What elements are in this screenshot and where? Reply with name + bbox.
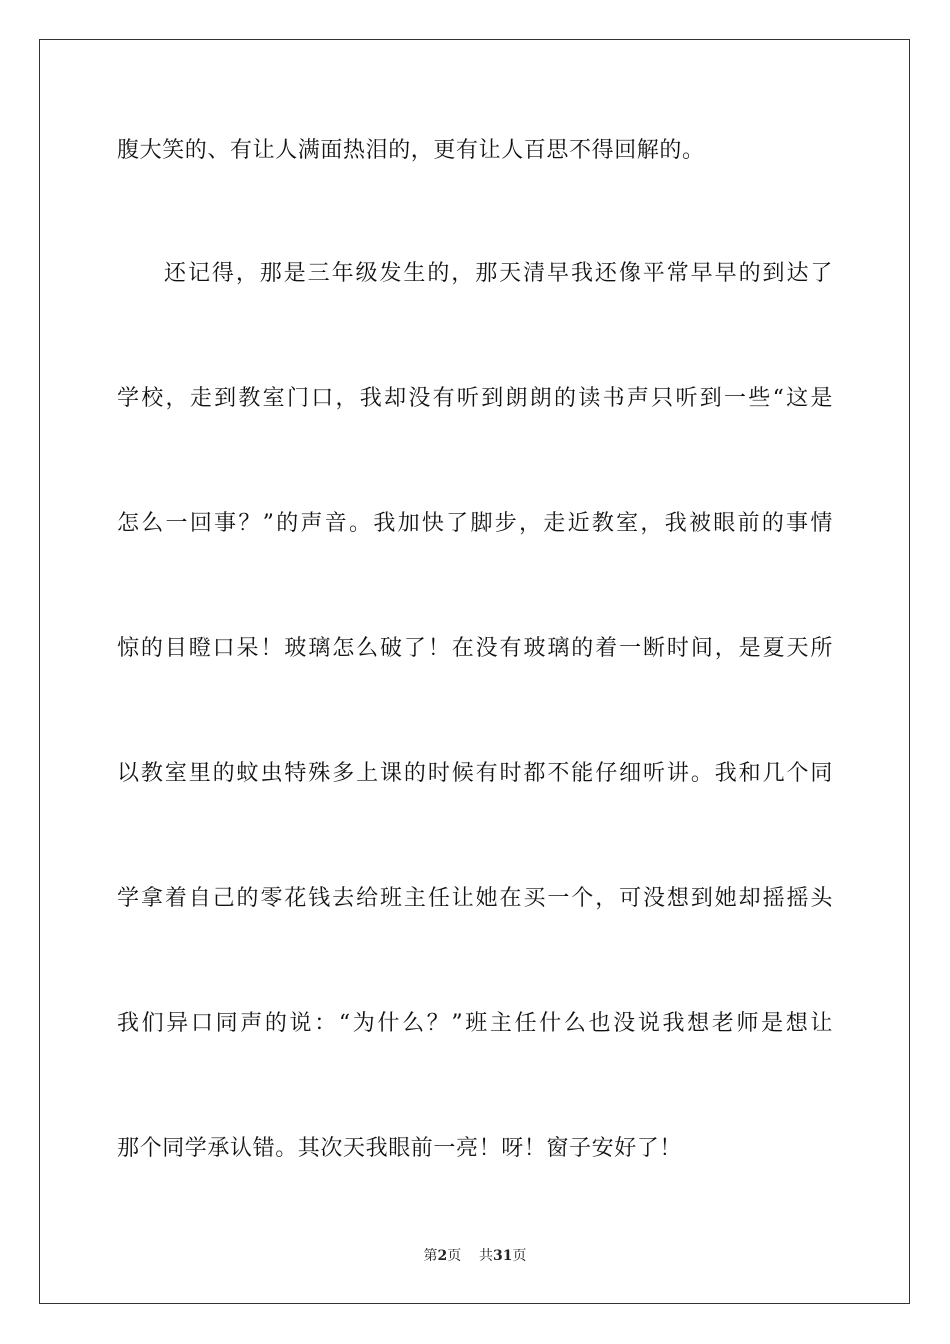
paragraph-line-7: 学拿着自己的零花钱去给班主任让她在买一个，可没想到她却摇摇头 [117,886,833,911]
page-number: 2 [437,1248,448,1264]
page-border [39,39,910,1304]
paragraph-line-6: 以教室里的蚊虫特殊多上课的时候有时都不能仔细听讲。我和几个同 [117,761,833,786]
paragraph-line-5: 惊的目瞪口呆！玻璃怎么破了！在没有玻璃的着一断时间，是夏天所 [117,636,833,661]
paragraph-line-4: 怎么一回事？”的声音。我加快了脚步，走近教室，我被眼前的事情 [117,511,833,536]
page-footer [0,1246,950,1266]
paragraph-line-3: 学校，走到教室门口，我却没有听到朗朗的读书声只听到一些“这是 [117,386,833,411]
paragraph-line-2: 还记得，那是三年级发生的，那天清早我还像平常早早的到达了 [164,261,833,286]
paragraph-line-8: 我们异口同声的说：“为什么？”班主任什么也没说我想老师是想让 [117,1011,833,1036]
total-pages: 31 [493,1248,513,1264]
total-suffix: 页 [512,1248,527,1264]
page-prefix: 第 [423,1248,438,1264]
paragraph-line-1: 腹大笑的、有让人满面热泪的，更有让人百思不得回解的。 [117,138,705,163]
total-prefix: 共 [479,1248,494,1264]
page-suffix: 页 [447,1248,462,1264]
paragraph-line-9: 那个同学承认错。其次天我眼前一亮！呀！窗子安好了！ [117,1136,683,1161]
